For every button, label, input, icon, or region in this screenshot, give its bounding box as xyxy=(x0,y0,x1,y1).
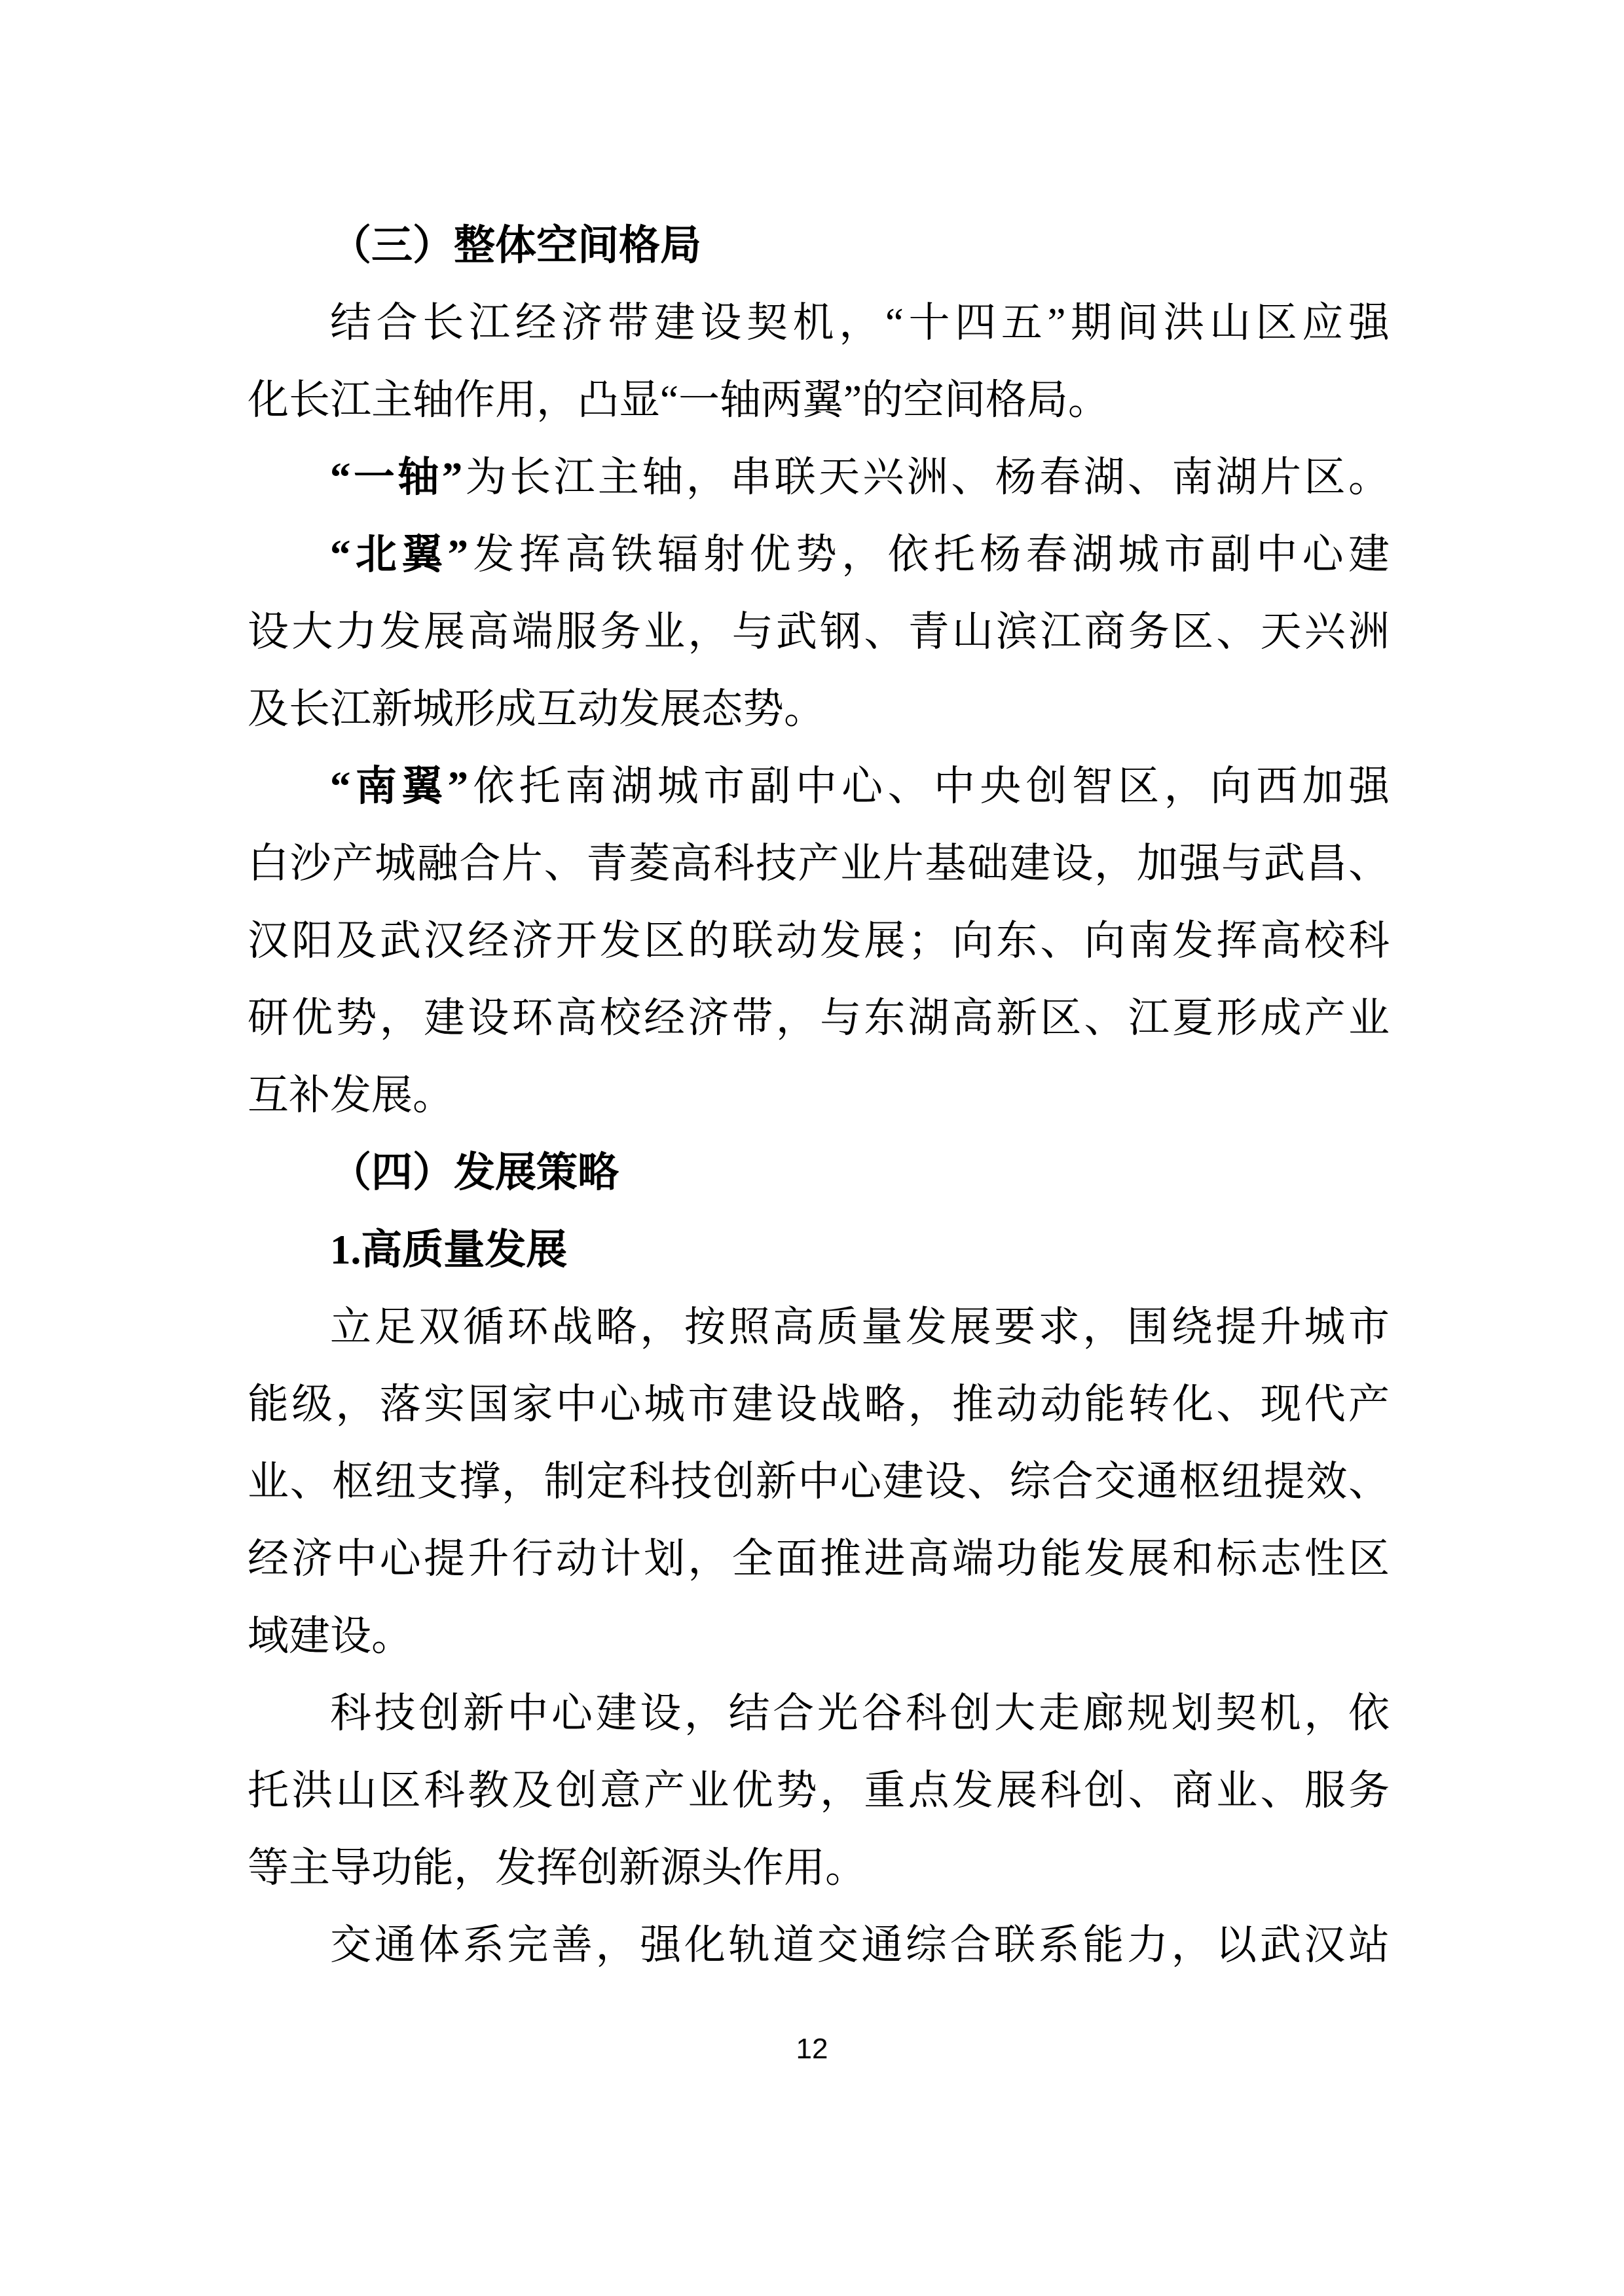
bold-lead-yizhou: “一轴” xyxy=(330,454,463,500)
s4-p1-line3: 业、枢纽支撑，制定科技创新中心建设、综合交通枢纽提效、 xyxy=(248,1459,1390,1504)
section3-heading-text: （三）整体空间格局 xyxy=(330,223,701,268)
s4-p1-line4: 经济中心提升行动计划，全面推进高端功能发展和标志性区 xyxy=(248,1536,1390,1582)
section4-sub1-heading-text: 1.高质量发展 xyxy=(330,1227,568,1273)
bold-lead-nanyi: “南翼” xyxy=(330,763,469,809)
s4-p1-line1: 立足双循环战略，按照高质量发展要求，围绕提升城市 xyxy=(330,1304,1390,1350)
s4-p1-line2: 能级，落实国家中心城市建设战略，推动动能转化、现代产 xyxy=(248,1381,1390,1427)
s3-p4-line3: 汉阳及武汉经济开发区的联动发展；向东、向南发挥高校科 xyxy=(248,918,1390,964)
s3-p3-line2: 设大力发展高端服务业，与武钢、青山滨江商务区、天兴洲 xyxy=(248,609,1390,655)
s3-p4-line4: 研优势，建设环高校经济带，与东湖高新区、江夏形成产业 xyxy=(248,995,1390,1041)
section4-heading xyxy=(248,1134,1390,1211)
s3-p3-line3: 及长江新城形成互动发展态势。 xyxy=(248,686,825,732)
section4-heading-text: （四）发展策略 xyxy=(330,1150,619,1195)
s3-p4-line5: 互补发展。 xyxy=(248,1072,454,1118)
page-number: 12 xyxy=(796,2033,828,2065)
s4-p3-line1: 交通体系完善，强化轨道交通综合联系能力，以武汉站 xyxy=(330,1922,1390,1968)
s4-p2-line2: 托洪山区科教及创意产业优势，重点发展科创、商业、服务 xyxy=(248,1768,1390,1813)
section3-heading xyxy=(248,207,1390,284)
s4-p1-line5: 域建设。 xyxy=(248,1613,413,1659)
s3-p4-line1: “南翼”依托南湖城市副中心、中央创智区，向西加强 xyxy=(330,763,1390,809)
section4-sub1-heading xyxy=(248,1211,1390,1288)
s4-p2-line3: 等主导功能，发挥创新源头作用。 xyxy=(248,1845,866,1891)
s3-p4-line2: 白沙产城融合片、青菱高科技产业片基础建设，加强与武昌、 xyxy=(248,841,1390,886)
s4-p2-line1: 科技创新中心建设，结合光谷科创大走廊规划契机，依 xyxy=(330,1690,1390,1736)
s3-p3-line1: “北翼”发挥高铁辐射优势，依托杨春湖城市副中心建 xyxy=(330,532,1390,577)
s3-p2-line1: “一轴”为长江主轴，串联天兴洲、杨春湖、南湖片区。 xyxy=(330,454,1390,500)
s3-p1-line1: 结合长江经济带建设契机，“十四五”期间洪山区应强 xyxy=(330,300,1390,346)
bold-lead-beiyi: “北翼” xyxy=(330,532,469,577)
document-body xyxy=(248,207,1390,1984)
s3-p1-line2: 化长江主轴作用，凸显“一轴两翼”的空间格局。 xyxy=(248,377,1109,423)
